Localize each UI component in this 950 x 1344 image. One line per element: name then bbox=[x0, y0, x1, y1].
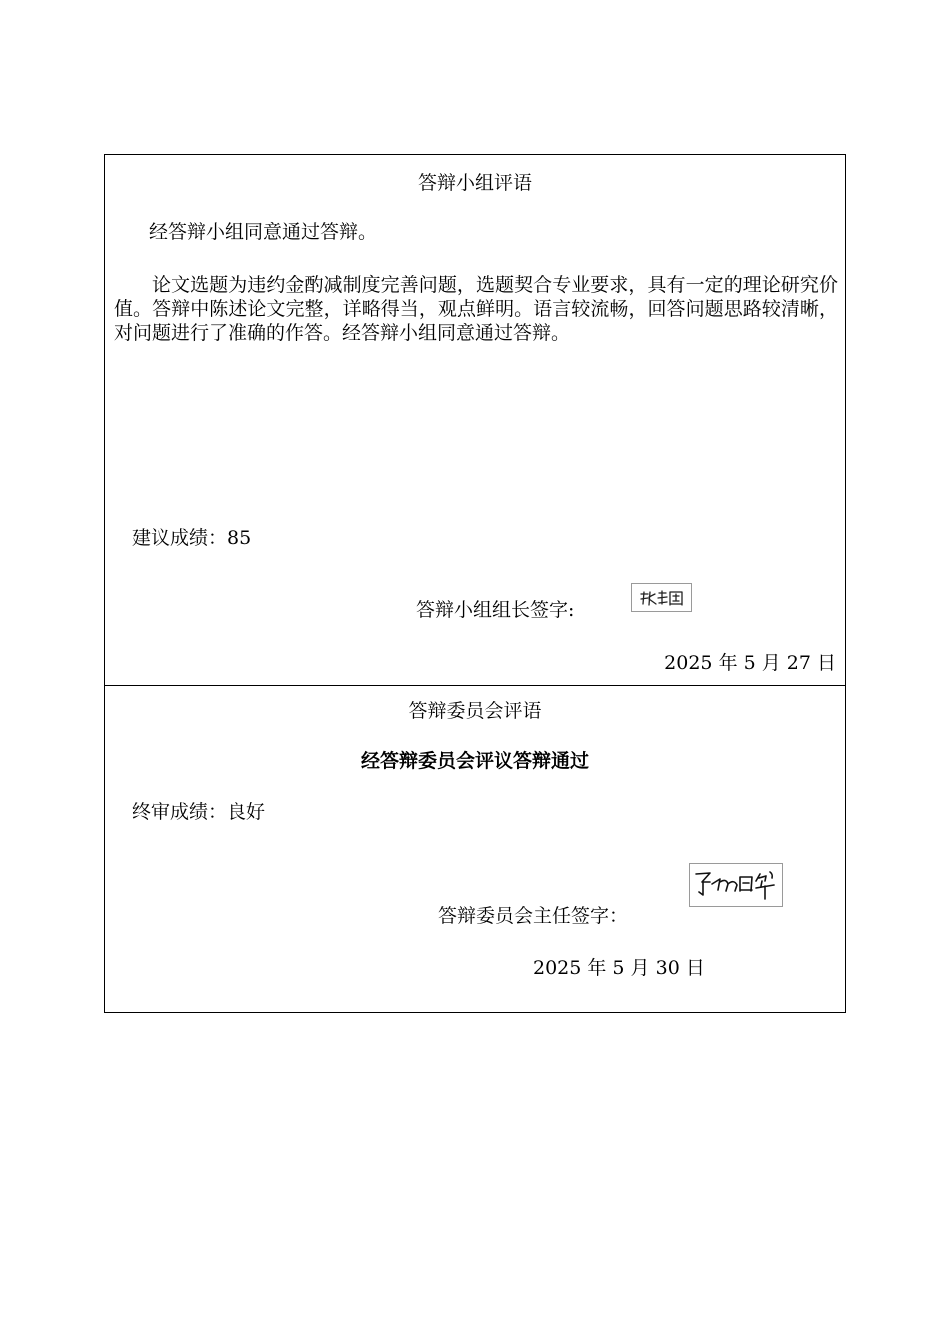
group-section-title: 答辩小组评语 bbox=[417, 172, 532, 194]
group-leader-signature-image bbox=[631, 583, 692, 612]
group-comment-text: 论文选题为违约金酌减制度完善问题，选题契合专业要求，具有一定的理论研究价值。答辩中陈述论文完整，详略得当，观点鲜明。语言较流畅，回答问题思路较清晰，对问题进行了准确的作答。经答辩小组同意通过答辩。 bbox=[114, 274, 838, 344]
committee-chair-signature-image bbox=[689, 863, 783, 907]
committee-comment-section bbox=[104, 685, 846, 1013]
group-leader-signature-label: 答辩小组组长签字: bbox=[416, 599, 575, 621]
group-intro-text: 经答辩小组同意通过答辩。 bbox=[149, 221, 378, 243]
final-grade: 终审成绩：良好 bbox=[132, 801, 266, 823]
group-date: 2025 年 5 月 27 日 bbox=[664, 652, 836, 674]
committee-chair-signature-label: 答辩委员会主任签字： bbox=[438, 905, 629, 927]
evaluation-form bbox=[104, 154, 846, 1014]
suggested-grade: 建议成绩：85 bbox=[132, 527, 252, 549]
committee-decision-text: 经答辩委员会评议答辩通过 bbox=[360, 750, 589, 772]
committee-date: 2025 年 5 月 30 日 bbox=[533, 957, 705, 979]
committee-section-title: 答辩委员会评语 bbox=[408, 700, 542, 722]
group-comment-section bbox=[104, 154, 846, 686]
